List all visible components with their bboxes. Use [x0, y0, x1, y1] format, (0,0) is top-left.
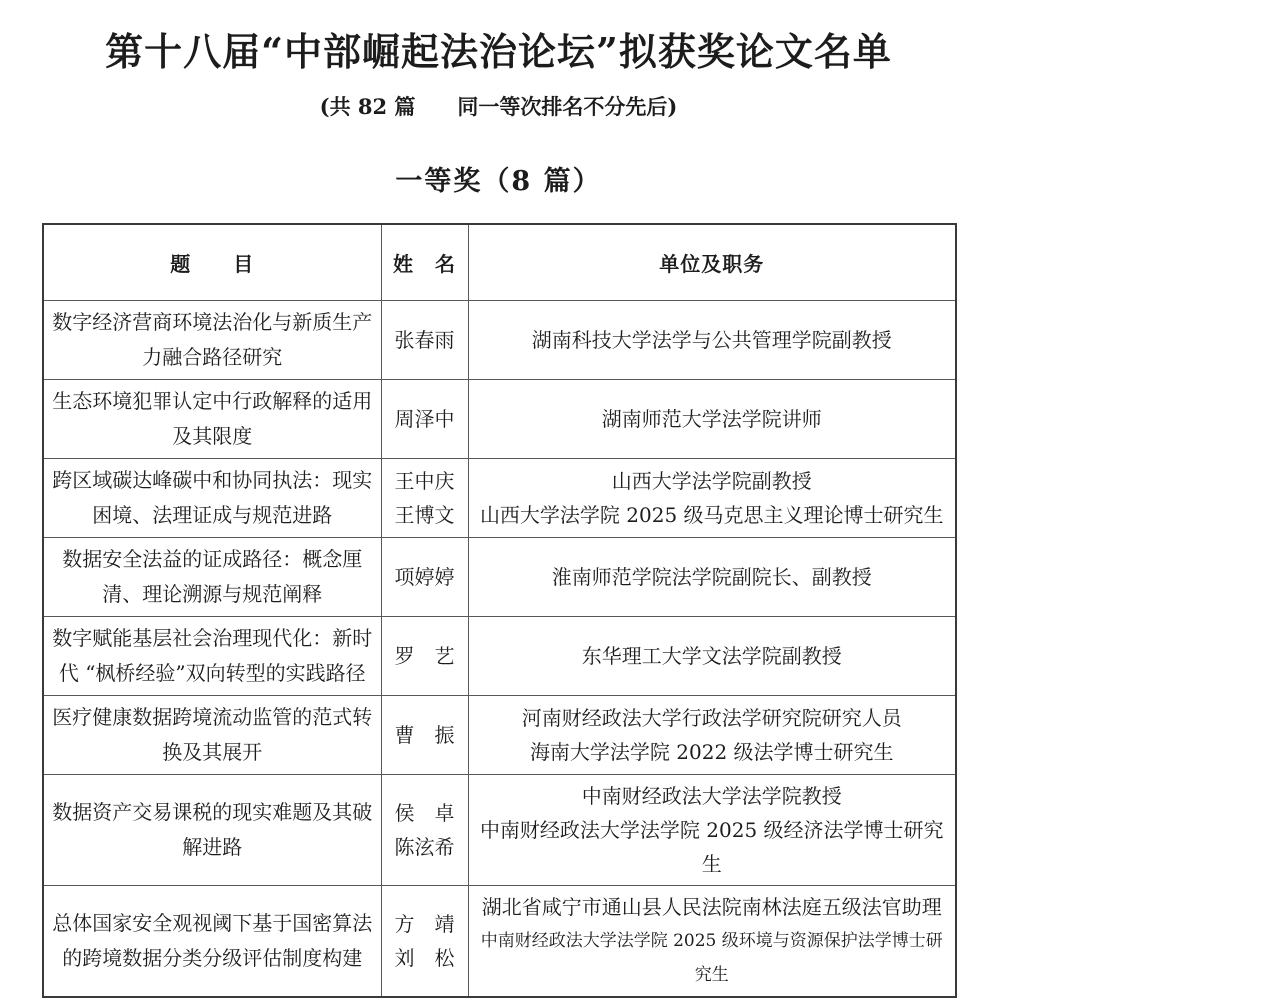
table-row	[43, 885, 956, 997]
author-name-cell	[381, 300, 468, 379]
org-position-line: 山西大学法学院 2025 级马克思主义理论博士研究生	[479, 502, 944, 527]
column-header-title: 题 目	[43, 224, 381, 301]
org-position-line: 湖北省咸宁市通山县人民法院南林法庭五级法官助理	[481, 894, 942, 919]
paper-title-cell: 总体国家安全观视阈下基于国密算法的跨境数据分类分级评估制度构建	[43, 885, 381, 997]
author-name: 刘 松	[394, 945, 455, 970]
org-position-line: 海南大学法学院 2022 级法学博士研究生	[529, 739, 894, 764]
paper-title-cell: 跨区域碳达峰碳中和协同执法：现实困境、法理证成与规范进路	[43, 458, 381, 537]
author-name: 王博文	[394, 502, 455, 527]
page-title: 第十八届“中部崛起法治论坛”拟获奖论文名单	[105, 29, 892, 74]
org-position-line: 湖南科技大学法学与公共管理学院副教授	[531, 327, 892, 352]
author-name: 项婷婷	[394, 564, 455, 589]
column-header-name: 姓 名	[381, 224, 468, 301]
table-row	[43, 774, 956, 885]
author-name: 王中庆	[394, 468, 455, 493]
author-name-cell	[381, 695, 468, 774]
award-winners-table	[42, 223, 957, 998]
org-position-line: 淮南师范学院法学院副院长、副教授	[551, 564, 872, 589]
table-header-row	[43, 224, 956, 301]
table-row	[43, 458, 956, 537]
document-page	[42, 0, 955, 998]
table-header	[43, 224, 956, 301]
org-position-line: 河南财经政法大学行政法学研究院研究人员	[521, 705, 902, 730]
org-position-line: 中南财经政法大学法学院 2025 级环境与资源保护法学博士研究生	[480, 930, 943, 985]
paper-title-cell: 生态环境犯罪认定中行政解释的适用及其限度	[43, 379, 381, 458]
paper-title-cell: 数字赋能基层社会治理现代化：新时代 “枫桥经验”双向转型的实践路径	[43, 616, 381, 695]
author-name: 陈泫希	[394, 834, 455, 859]
author-name: 张春雨	[394, 327, 455, 352]
org-position-cell	[468, 458, 956, 537]
table-row	[43, 537, 956, 616]
org-position-cell	[468, 300, 956, 379]
table-row	[43, 300, 956, 379]
org-position-line: 中南财经政法大学法学院教授	[581, 783, 842, 808]
column-header-org: 单位及职务	[468, 224, 956, 301]
org-position-line: 东华理工大学文法学院副教授	[581, 643, 842, 668]
org-position-cell	[468, 616, 956, 695]
author-name: 曹 振	[394, 722, 455, 747]
section-heading-first-prize: 一等奖（8 篇）	[395, 165, 602, 197]
table-row	[43, 616, 956, 695]
org-position-line: 山西大学法学院副教授	[611, 468, 812, 493]
author-name-cell	[381, 885, 468, 997]
author-name-cell	[381, 379, 468, 458]
page-subtitle: (共 82 篇 同一等次排名不分先后)	[319, 93, 678, 119]
org-position-cell	[468, 537, 956, 616]
org-position-cell	[468, 774, 956, 885]
author-name: 周泽中	[394, 406, 455, 431]
org-position-cell	[468, 379, 956, 458]
org-position-cell	[468, 885, 956, 997]
table-row	[43, 379, 956, 458]
org-position-cell	[468, 695, 956, 774]
author-name-cell	[381, 458, 468, 537]
author-name-cell	[381, 537, 468, 616]
paper-title-cell: 数字经济营商环境法治化与新质生产力融合路径研究	[43, 300, 381, 379]
author-name: 方 靖	[394, 911, 455, 936]
table-row	[43, 695, 956, 774]
table-body	[43, 300, 956, 997]
author-name-cell	[381, 616, 468, 695]
org-position-line: 中南财经政法大学法学院 2025 级经济法学博士研究生	[479, 817, 944, 876]
paper-title-cell: 数据资产交易课税的现实难题及其破解进路	[43, 774, 381, 885]
author-name: 侯 卓	[394, 800, 455, 825]
paper-title-cell: 数据安全法益的证成路径：概念厘清、理论溯源与规范阐释	[43, 537, 381, 616]
paper-title-cell: 医疗健康数据跨境流动监管的范式转换及其展开	[43, 695, 381, 774]
author-name-cell	[381, 774, 468, 885]
author-name: 罗 艺	[394, 643, 455, 668]
org-position-line: 湖南师范大学法学院讲师	[601, 406, 822, 431]
